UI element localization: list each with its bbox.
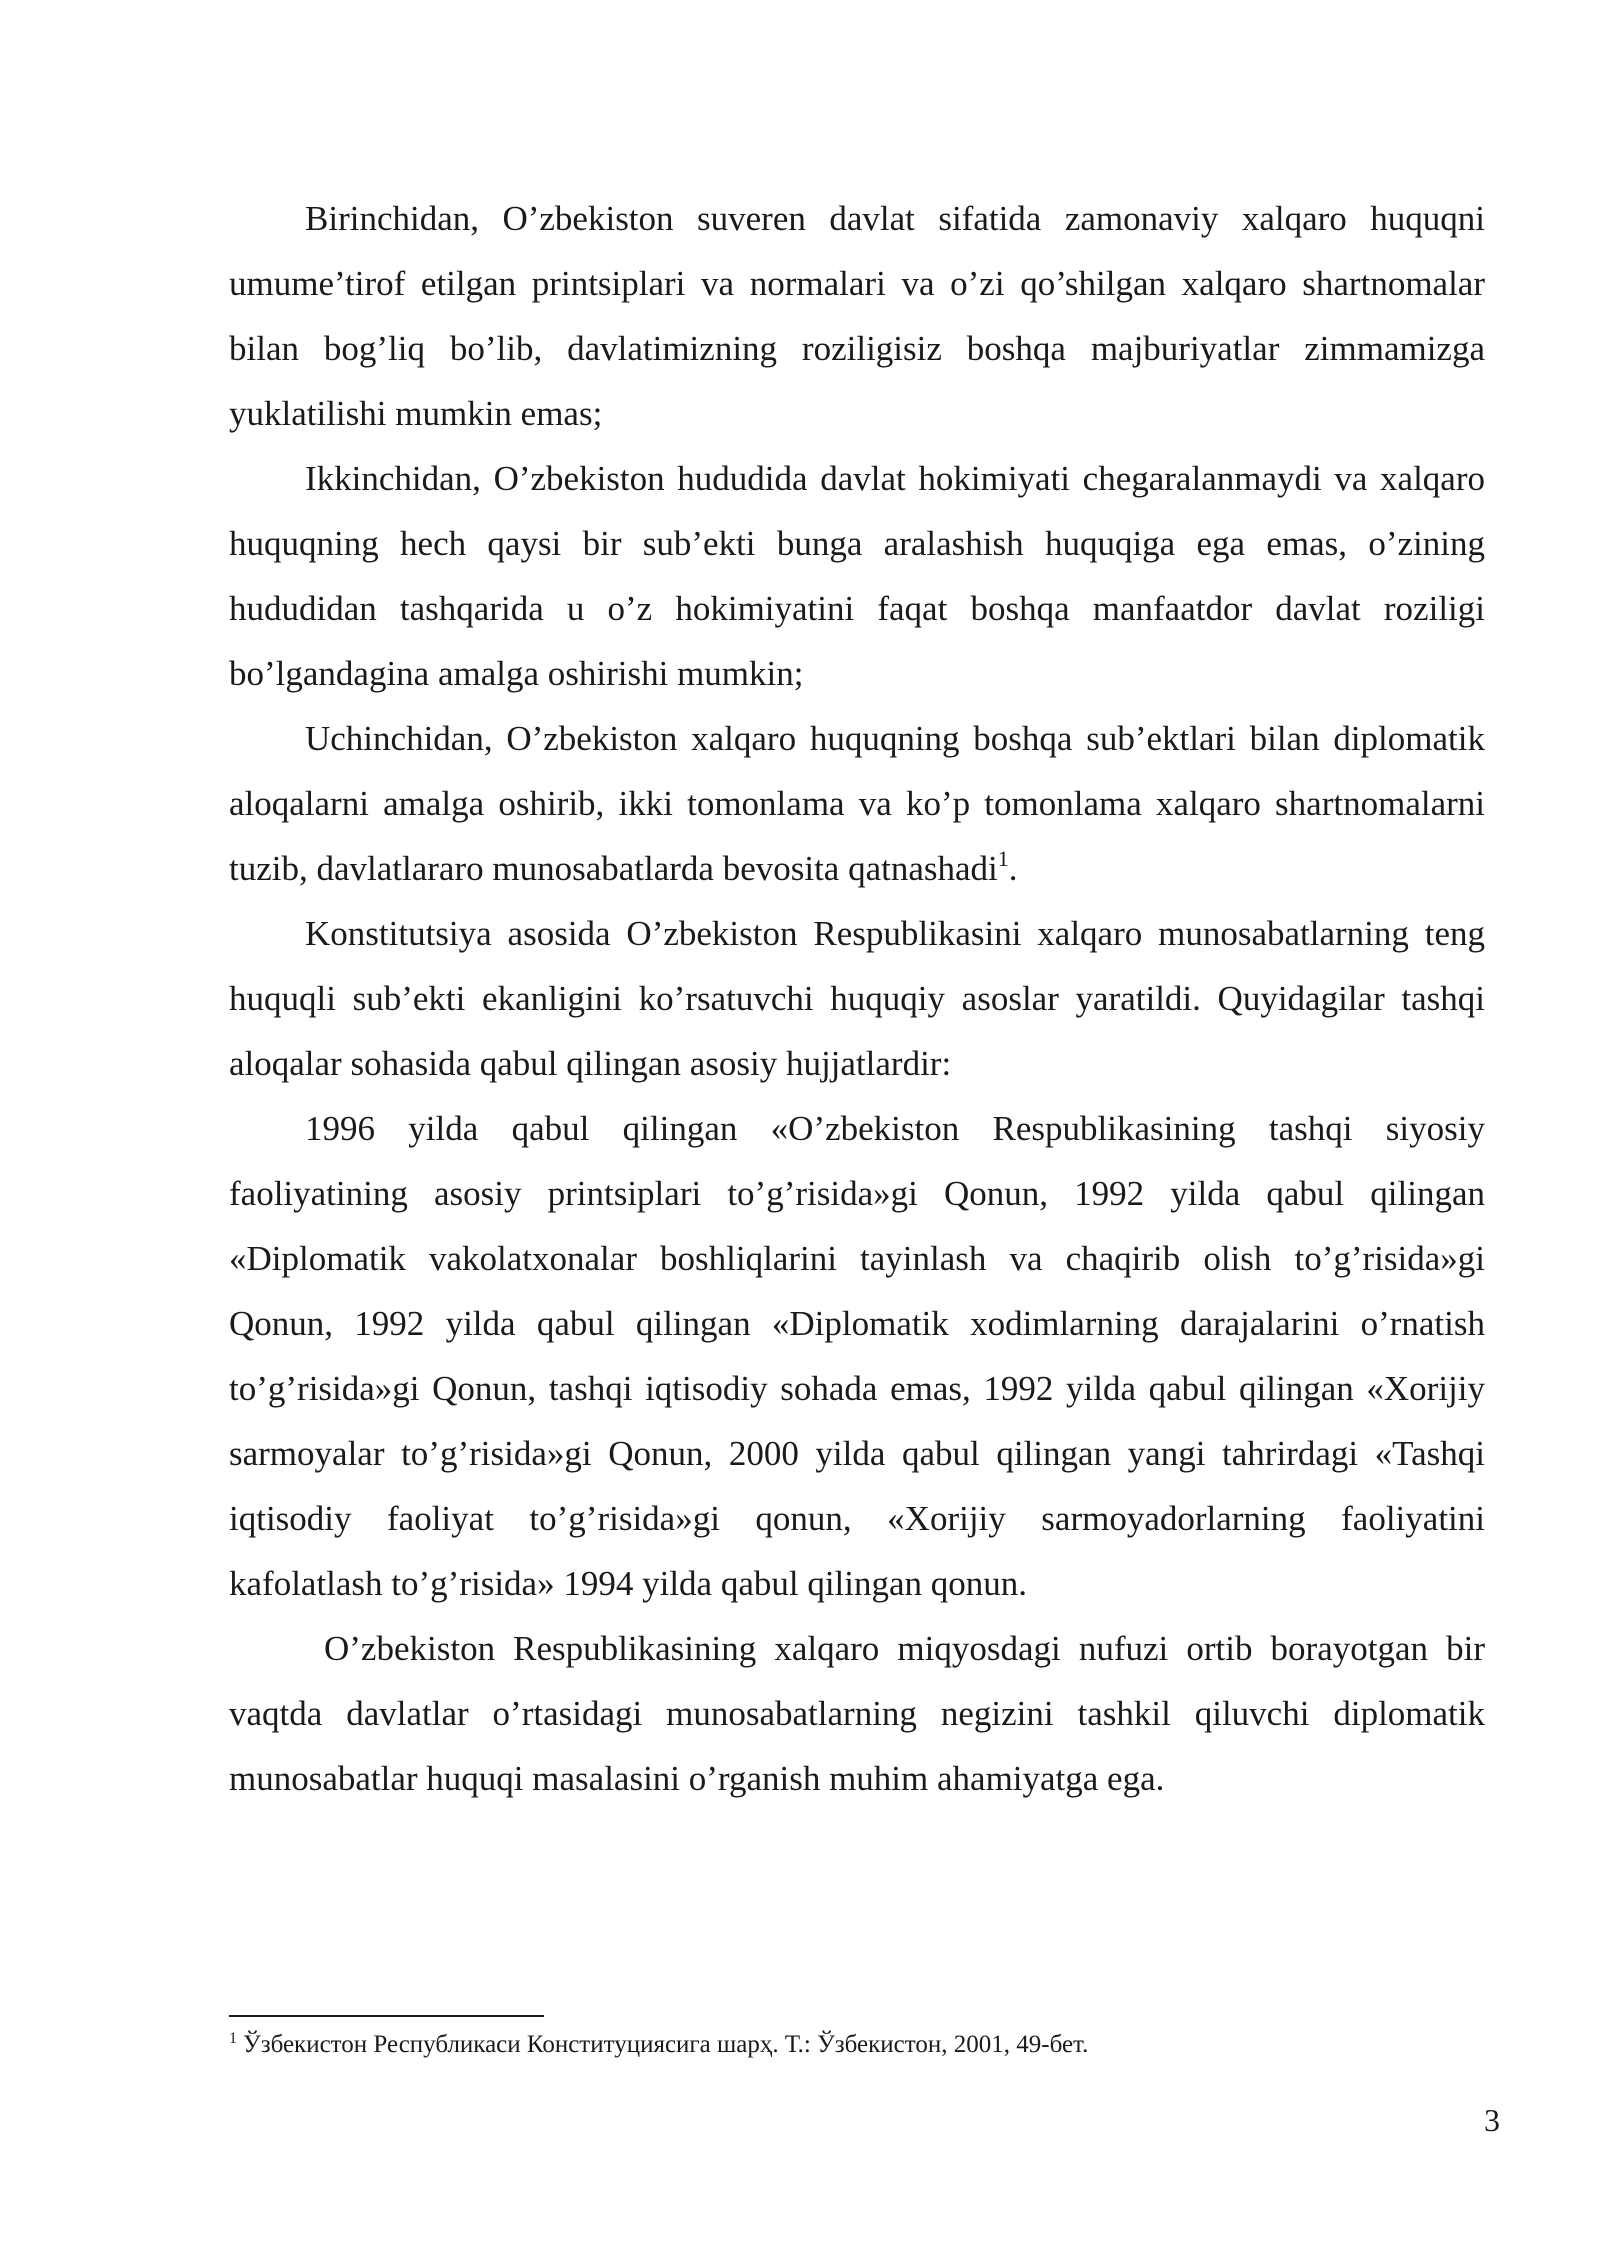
paragraph-laws-list <box>229 1096 1485 1616</box>
footnote-reference[interactable]: 1 <box>997 846 1009 871</box>
paragraph-text-end: . <box>1008 849 1018 888</box>
footnote-number: 1 <box>229 2030 237 2047</box>
paragraph-uchinchidan <box>229 706 1485 901</box>
paragraph-conclusion <box>229 1616 1485 1811</box>
paragraph-text: Birinchidan, O’zbekiston suveren davlat sifatida zamonaviy xalqaro huquqni umume’tirof etilgan printsiplari va normalari va o’zi qo’shilgan xalqaro shartnomalar bilan bog’liq bo’lib, davlatimizning roziligisiz boshqa majburiyatlar zimmamizga yuklatilishi mumkin emas; <box>229 199 1485 433</box>
body-text <box>229 186 1485 1811</box>
footnote <box>229 2028 1485 2062</box>
paragraph-text: Uchinchidan, O’zbekiston xalqaro huquqning boshqa sub’ektlari bilan diplomatik aloqalarni amalga oshirib, ikki tomonlama va ko’p tomonlama xalqaro shartnomalarni tuzib, davlatlararo munosabatlarda bevosita qatnashadi <box>229 719 1485 888</box>
paragraph-konstitutsiya <box>229 901 1485 1096</box>
paragraph-birinchidan <box>229 186 1485 446</box>
footnote-text: Ўзбекистон Республикаси Конституциясига шарҳ. Т.: Ўзбекистон, 2001, 49-бет. <box>243 2031 1089 2058</box>
footnote-separator <box>229 2015 544 2017</box>
paragraph-text: 1996 yilda qabul qilingan «O’zbekiston Respublikasining tashqi siyosiy faoliyatining asosiy printsiplari to’g’risida»gi Qonun, 1992 yilda qabul qilingan «Diplomatik vakolatxonalar boshliqlarini tayinlash va chaqirib olish to’g’risida»gi Qonun, 1992 yilda qabul qilingan «Diplomatik xodimlarning darajalarini o’rnatish to’g’risida»gi Qonun, tashqi iqtisodiy sohada emas, 1992 yilda qabul qilingan «Xorijiy sarmoyalar to’g’risida»gi Qonun, 2000 yilda qabul qilingan yangi tahrirdagi «Tashqi iqtisodiy faoliyat to’g’risida»gi qonun, «Xorijiy sarmoyadorlarning faoliyatini kafolatlash to’g’risida» 1994 yilda qabul qilingan qonun. <box>229 1109 1485 1603</box>
paragraph-ikkinchidan <box>229 446 1485 706</box>
paragraph-text: Ikkinchidan, O’zbekiston hududida davlat hokimiyati chegaralanmaydi va xalqaro huquqning hech qaysi bir sub’ekti bunga aralashish huquqiga ega emas, o’zining hududidan tashqarida u o’z hokimiyatini faqat boshqa manfaatdor davlat roziligi bo’lgandagina amalga oshirishi mumkin; <box>229 459 1485 693</box>
paragraph-text: O’zbekiston Respublikasining xalqaro miqyosdagi nufuzi ortib borayotgan bir vaqtda davlatlar o’rtasidagi munosabatlarning negizini tashkil qiluvchi diplomatik munosabatlar huquqi masalasini o’rganish muhim ahamiyatga ega. <box>229 1629 1485 1798</box>
page-number: 3 <box>1484 2102 1500 2138</box>
paragraph-text: Konstitutsiya asosida O’zbekiston Respublikasini xalqaro munosabatlarning teng huquqli sub’ekti ekanligini ko’rsatuvchi huquqiy asoslar yaratildi. Quyidagilar tashqi aloqalar sohasida qabul qilingan asosiy hujjatlardir: <box>229 914 1485 1083</box>
